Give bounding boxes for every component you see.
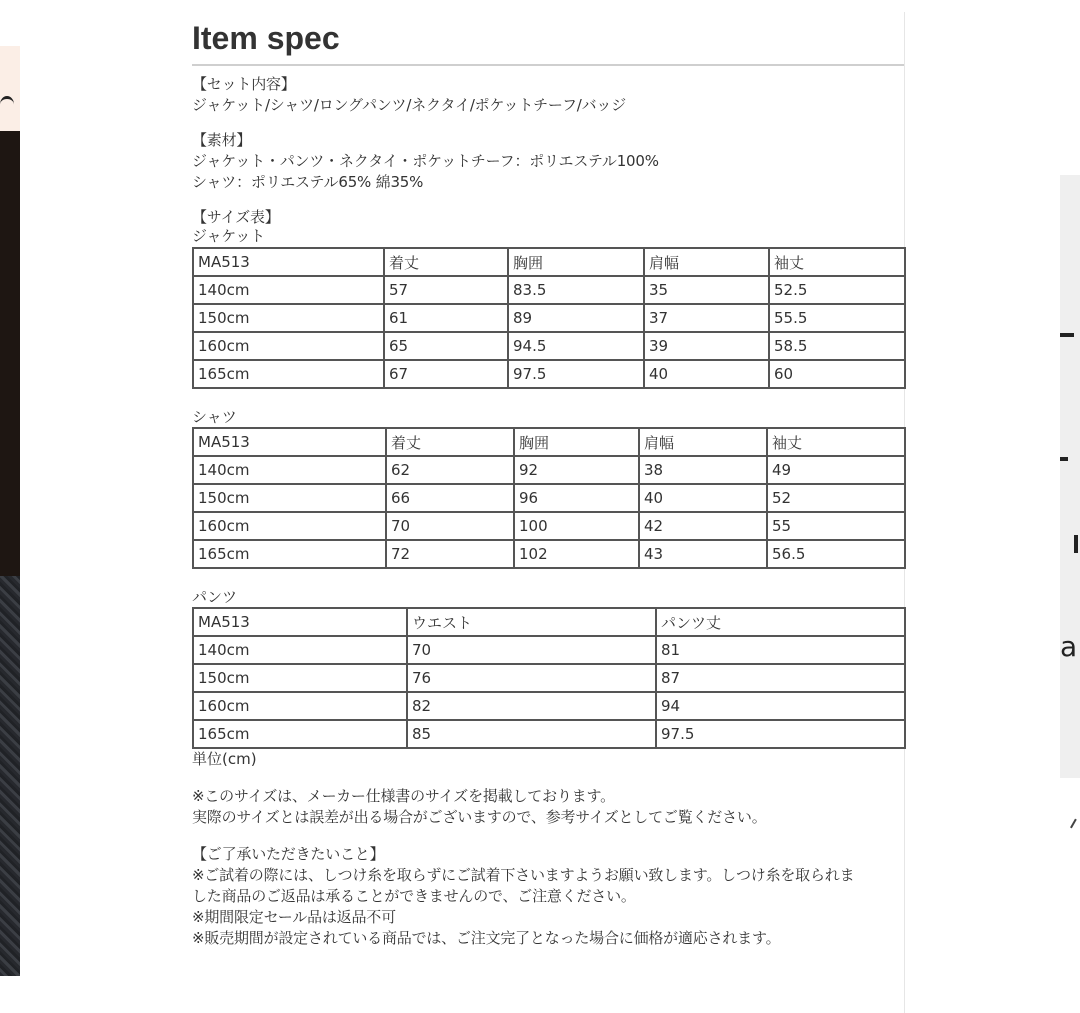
table-cell: 55 (767, 512, 905, 540)
left-photo-glyph (0, 96, 14, 113)
table-header-cell: MA513 (193, 248, 384, 276)
table-header-cell: 袖丈 (769, 248, 905, 276)
table-row (193, 512, 905, 540)
table-row (193, 664, 905, 692)
table-row (193, 456, 905, 484)
shirt-caption: シャツ (192, 408, 237, 426)
table-row (193, 484, 905, 512)
table-cell: 52 (767, 484, 905, 512)
size-note: 実際のサイズとは誤差が出る場合がございますので、参考サイズとしてご覧ください。 (192, 808, 767, 826)
table-cell: 70 (386, 512, 514, 540)
right-product-photo (1060, 175, 1080, 778)
table-cell: 38 (639, 456, 767, 484)
table-cell: 82 (407, 692, 656, 720)
table-cell: 43 (639, 540, 767, 568)
acknowledge-line: ※期間限定セール品は返品不可 (192, 908, 396, 926)
unit-note: 単位(cm) (192, 750, 257, 768)
table-cell: 140cm (193, 456, 386, 484)
table-cell: 35 (644, 276, 769, 304)
pants-size-table (192, 607, 906, 749)
right-photo-glyph: a (1060, 630, 1078, 663)
table-row (193, 692, 905, 720)
size-table-heading: 【サイズ表】 (192, 208, 280, 226)
table-cell: 65 (384, 332, 508, 360)
table-row (193, 636, 905, 664)
table-header-row (193, 428, 905, 456)
pants-caption: パンツ (192, 588, 238, 606)
right-photo-mark (1060, 457, 1068, 461)
size-note: ※このサイズは、メーカー仕様書のサイズを掲載しております。 (192, 787, 615, 805)
jacket-caption: ジャケット (192, 227, 265, 245)
material-line: シャツ：ポリエステル65% 綿35% (192, 173, 424, 191)
table-cell: 85 (407, 720, 656, 748)
table-cell: 66 (386, 484, 514, 512)
material-heading: 【素材】 (192, 131, 252, 149)
table-cell: 160cm (193, 692, 407, 720)
left-photo-fabric-area (0, 576, 20, 976)
right-photo-mark (1074, 535, 1078, 553)
table-header-cell: 袖丈 (767, 428, 905, 456)
table-cell: 150cm (193, 484, 386, 512)
table-row (193, 304, 905, 332)
shirt-size-table (192, 427, 906, 569)
table-cell: 67 (384, 360, 508, 388)
table-cell: 52.5 (769, 276, 905, 304)
table-cell: 40 (639, 484, 767, 512)
page-title: Item spec (192, 20, 340, 56)
table-header-cell: 着丈 (386, 428, 514, 456)
table-cell: 55.5 (769, 304, 905, 332)
table-header-cell: 胸囲 (514, 428, 639, 456)
table-cell: 56.5 (767, 540, 905, 568)
table-cell: 102 (514, 540, 639, 568)
table-cell: 165cm (193, 720, 407, 748)
right-photo-tail (1070, 819, 1080, 832)
table-cell: 62 (386, 456, 514, 484)
table-cell: 83.5 (508, 276, 644, 304)
table-cell: 39 (644, 332, 769, 360)
table-cell: 140cm (193, 636, 407, 664)
table-header-row (193, 608, 905, 636)
table-cell: 49 (767, 456, 905, 484)
table-cell: 100 (514, 512, 639, 540)
table-cell: 150cm (193, 304, 384, 332)
table-header-cell: 胸囲 (508, 248, 644, 276)
acknowledge-heading: 【ご了承いただきたいこと】 (192, 845, 385, 863)
table-cell: 87 (656, 664, 905, 692)
table-header-cell: MA513 (193, 608, 407, 636)
table-cell: 61 (384, 304, 508, 332)
table-header-cell: 着丈 (384, 248, 508, 276)
jacket-size-table (192, 247, 906, 389)
table-cell: 40 (644, 360, 769, 388)
table-cell: 150cm (193, 664, 407, 692)
table-cell: 140cm (193, 276, 384, 304)
table-cell: 57 (384, 276, 508, 304)
left-photo-dark-area (0, 131, 20, 576)
table-cell: 58.5 (769, 332, 905, 360)
table-header-cell: パンツ丈 (656, 608, 905, 636)
table-cell: 97.5 (656, 720, 905, 748)
item-spec-section (192, 18, 904, 949)
table-cell: 37 (644, 304, 769, 332)
table-header-cell: ウエスト (407, 608, 656, 636)
set-contents-heading: 【セット内容】 (192, 75, 296, 93)
table-cell: 97.5 (508, 360, 644, 388)
table-row (193, 720, 905, 748)
table-header-row (193, 248, 905, 276)
table-cell: 165cm (193, 540, 386, 568)
title-rule (192, 64, 904, 66)
acknowledge-line: ※販売期間が設定されている商品では、ご注文完了となった場合に価格が適応されます。 (192, 929, 781, 947)
table-row (193, 540, 905, 568)
material-line: ジャケット・パンツ・ネクタイ・ポケットチーフ：ポリエステル100% (192, 152, 659, 170)
acknowledge-line: ※ご試着の際には、しつけ糸を取らずにご試着下さいますようお願い致します。しつけ糸を取られま (192, 866, 855, 884)
table-row (193, 276, 905, 304)
left-product-photo (0, 46, 20, 976)
table-cell: 94 (656, 692, 905, 720)
table-cell: 72 (386, 540, 514, 568)
table-cell: 81 (656, 636, 905, 664)
table-cell: 89 (508, 304, 644, 332)
table-header-cell: 肩幅 (644, 248, 769, 276)
table-header-cell: 肩幅 (639, 428, 767, 456)
table-row (193, 332, 905, 360)
table-cell: 160cm (193, 512, 386, 540)
table-cell: 160cm (193, 332, 384, 360)
table-header-cell: MA513 (193, 428, 386, 456)
table-cell: 165cm (193, 360, 384, 388)
set-contents-text: ジャケット/シャツ/ロングパンツ/ネクタイ/ポケットチーフ/バッジ (192, 96, 627, 114)
table-row (193, 360, 905, 388)
table-cell: 70 (407, 636, 656, 664)
acknowledge-line: した商品のご返品は承ることができませんので、ご注意ください。 (192, 887, 636, 905)
table-cell: 60 (769, 360, 905, 388)
table-cell: 42 (639, 512, 767, 540)
table-cell: 96 (514, 484, 639, 512)
table-cell: 94.5 (508, 332, 644, 360)
right-photo-mark (1060, 333, 1074, 337)
table-cell: 92 (514, 456, 639, 484)
table-cell: 76 (407, 664, 656, 692)
